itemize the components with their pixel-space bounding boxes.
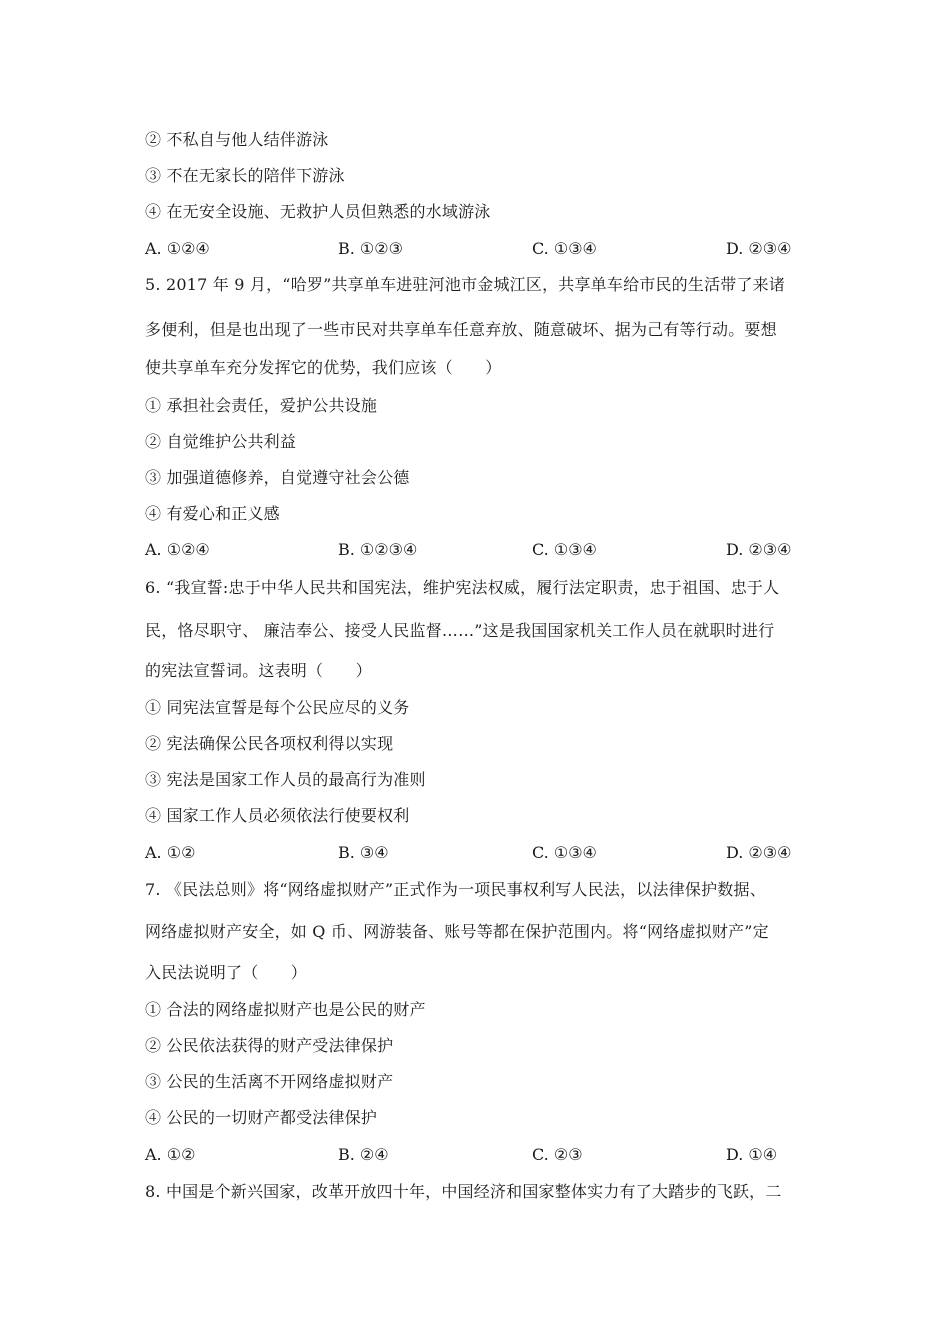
q5-option-3: ③ 加强道德修养，自觉遵守社会公德 [145, 468, 410, 487]
q6-choice-d: D. ②③④ [726, 843, 792, 862]
q8-stem-line-1: 8. 中国是个新兴国家，改革开放四十年，中国经济和国家整体实力有了大踏步的飞跃，二 [145, 1182, 782, 1201]
q6-option-4: ④ 国家工作人员必须依法行使要权利 [145, 806, 410, 825]
q7-stem-line-1: 7. 《民法总则》将“网络虚拟财产”正式作为一项民事权利写人民法，以法律保护数据、 [145, 880, 766, 899]
q6-choice-c: C. ①③④ [532, 843, 597, 862]
q7-option-4: ④ 公民的一切财产都受法律保护 [145, 1108, 378, 1127]
q6-choice-b: B. ③④ [338, 843, 389, 862]
q4-option-3: ③ 不在无家长的陪伴下游泳 [145, 166, 345, 185]
q6-option-2: ② 宪法确保公民各项权利得以实现 [145, 734, 394, 753]
q7-choice-b: B. ②④ [338, 1145, 389, 1164]
q4-option-4: ④ 在无安全设施、无救护人员但熟悉的水域游泳 [145, 202, 491, 221]
q7-choice-a: A. ①② [145, 1145, 196, 1164]
q6-stem-line-3: 的宪法宣誓词。这表明（ ） [145, 661, 372, 680]
q6-stem-line-1: 6. “我宣誓:忠于中华人民共和国宪法，维护宪法权威，履行法定职责，忠于祖国、忠于人 [145, 578, 780, 597]
q5-choice-d: D. ②③④ [726, 540, 792, 559]
q5-choice-c: C. ①③④ [532, 540, 597, 559]
q6-answer-choices [145, 843, 815, 863]
q7-option-3: ③ 公民的生活离不开网络虚拟财产 [145, 1072, 394, 1091]
q6-choice-a: A. ①② [145, 843, 196, 862]
q5-choice-b: B. ①②③④ [338, 540, 418, 559]
q5-stem-line-3: 使共享单车充分发挥它的优势，我们应该（ ） [145, 358, 502, 377]
q4-choice-b: B. ①②③ [338, 239, 403, 258]
q5-option-2: ② 自觉维护公共利益 [145, 432, 297, 451]
q5-choice-a: A. ①②④ [145, 540, 210, 559]
q7-choice-c: C. ②③ [532, 1145, 583, 1164]
q5-option-1: ① 承担社会责任，爱护公共设施 [145, 396, 378, 415]
q4-choice-a: A. ①②④ [145, 239, 210, 258]
q5-stem-line-1: 5. 2017 年 9 月，“哈罗”共享单车进驻河池市金城江区，共享单车给市民的生活带了来诸 [145, 275, 786, 294]
q6-option-1: ① 同宪法宣誓是每个公民应尽的义务 [145, 698, 410, 717]
q6-stem-line-2: 民，恪尽职守、 廉洁奉公、接受人民监督……”这是我国国家机关工作人员在就职时进行 [145, 621, 775, 640]
q4-choice-d: D. ②③④ [726, 239, 792, 258]
q4-choice-c: C. ①③④ [532, 239, 597, 258]
q7-answer-choices [145, 1145, 815, 1165]
q7-option-1: ① 合法的网络虚拟财产也是公民的财产 [145, 1000, 426, 1019]
q5-answer-choices [145, 540, 815, 560]
q5-option-4: ④ 有爱心和正义感 [145, 504, 280, 523]
q5-stem-line-2: 多便利，但是也出现了一些市民对共享单车任意弃放、随意破坏、据为己有等行动。要想 [145, 320, 777, 339]
q7-stem-line-3: 入民法说明了（ ） [145, 963, 308, 982]
q6-option-3: ③ 宪法是国家工作人员的最高行为准则 [145, 770, 426, 789]
q7-stem-line-2: 网络虚拟财产安全，如 Q 币、网游装备、账号等都在保护范围内。将“网络虚拟财产”定 [145, 922, 769, 941]
q4-option-2: ② 不私自与他人结伴游泳 [145, 130, 329, 149]
q7-option-2: ② 公民依法获得的财产受法律保护 [145, 1036, 394, 1055]
q7-choice-d: D. ①④ [726, 1145, 778, 1164]
q4-answer-choices [145, 239, 815, 259]
